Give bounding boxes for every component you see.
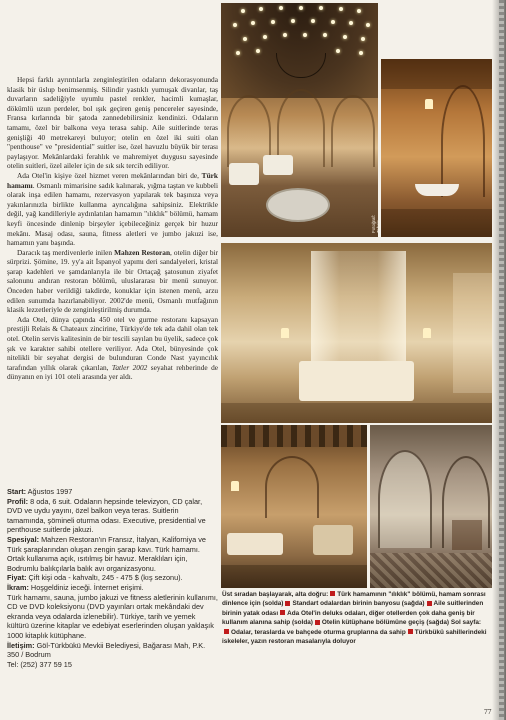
- photo-hamam-lounge: [221, 3, 381, 237]
- page-number: 77: [484, 707, 492, 716]
- binding-edge: [499, 0, 504, 720]
- fact-ikram: İkram: Hoşgeldiniz ieceği. İnternet erişimi.: [7, 582, 144, 592]
- photo-deluxe-room: [221, 425, 367, 588]
- article-column: [7, 75, 218, 382]
- bullet-square: [330, 591, 335, 596]
- hotel-facts: [7, 487, 218, 669]
- bullet-square: [280, 610, 285, 615]
- fact-phone: Tel: (252) 377 59 15: [7, 659, 72, 669]
- dome-ceiling: [221, 3, 378, 98]
- article-paragraph-3: Daracık taş merdivenlerle inilen Mahzen Restoran, otelin diğer bir sürprizi. Şömine, 19. yy'a ait İspanyol yapımı deri sandalyeleri, kristal şarap kadehleri ve şamdanlarıyla ile bir Ortaçağ şatosunun ziyafet salonunu andıran restoran bölümü, uluslararası bir menü sunuyor. Önceden haber verildiği takdirde, konuklar için istenen menü, arzu edilen sunumda hazırlanabiliyor. 2002'de menü, Osmanlı mutfağının klasik lezzetleriyle de zenginleştirilmiş durumda.: [7, 247, 218, 315]
- photo-bathroom: [381, 59, 492, 237]
- fact-amenities: Türk hamamı, sauna, jumbo jakuzi ve fitness aletlerinin kullanımı, CD ve DVD koleksiyonu (DVD yayınları ortak mekândaki dev ekranda veya odalarda izlenebilir). Türkiye, tarih ve yemek kültürü üzerine kitaplar ve edebiyat eserlerinden oluşan yaklaşık 1000 kitaplık kütüphane.: [7, 592, 218, 640]
- article-paragraph-2: Ada Otel'in kişiye özel hizmet veren mekânlarından biri de, Türk hamamı. Osmanlı mimarisine sadık kalınarak, yığma taştan ve kubbeli olarak inşa edilen hamamı, rezervasyon yapılarak tek başınıza veya yakınlarınızla birlikte kullanma ayrıcalığına sahipsiniz. Elektrikle değil, yağ kandilleriyle aydınlatılan hamamın "ılıklık" bölümü, hamam keyfi öncesinde dinlenip birşeyler içebileceğiniz gerçek bir huzur mekânı. Masaj odası, sauna, fitness aletleri ve jumbo jakuzi ise, hamamın yanı başında.: [7, 170, 218, 248]
- bullet-square: [224, 629, 229, 634]
- turk-hamami-highlight: Türk hamamı: [7, 170, 218, 190]
- fact-spesiyal: Spesiyal: Mahzen Restoran'ın Fransız, İtalyan, Kaliforniya ve Türk şaraplarından oluşan zengin şarap kavı. Türk hamamı. Ortak kullanıma açık, ısıtılmış bir havuz. Meraklıları için, Bodrumlu balıkçılarla balık avı organizasyonu.: [7, 534, 206, 573]
- mahzen-restoran-highlight: Mahzen Restoran: [114, 247, 171, 257]
- bullet-square: [408, 629, 413, 634]
- fact-iletisim: İletişim: Göl-Türkbükü Mevkii Belediyesi, Bağarası Mah, P.K. 350 / Bodrum: [7, 640, 206, 660]
- tatler-title: Tatler 2002: [111, 362, 148, 372]
- bullet-square: [285, 601, 290, 606]
- wash-basin: [415, 184, 459, 196]
- marble-basin: [266, 188, 330, 222]
- photo-credit: Fotoğraf: Tahsin: [371, 214, 381, 233]
- photo-suite-bedroom: [221, 243, 492, 423]
- bed: [299, 361, 414, 401]
- photo-caption: Üst sıradan başlayarak, alta doğru: Türk hamamının "ılıklık" bölümü, hamam sonrası dinlence için (solda) Standart odalardan birinin banyosu (sağda) Aile suitlerinden birinin yatak odası Ada Otel'in deluks odaları, diğer otellerden çok daha geniş bir kullanım alanına sahip (solda) Otelin kütüphane bölümüne geçiş (sağda) Sol sayfa:Odalar, teraslarda ve bahçede oturma gruplarına da sahip Türkbükü sahillerindeki iskeleler, yazın restoran masalarıyla doluyor: [222, 591, 487, 646]
- bullet-square: [427, 601, 432, 606]
- article-paragraph-4: Ada Otel, dünya çapında 450 otel ve gurme restoranı kapsayan prestijli Relais & Chateaux zincirine, Türkiye'de tek ada dahil olan tek otel. Otelin servis kalitesinin de bir tescili sayılan bu üyelik, sadece çok şık ve karakter sahibi otellere veriliyor. Ada Otel, bünyesinde çok nitelikli bir seyahat dergisi de bulunduran Conde Nast yayıncılık tarafından yıllık olarak çıkarılan, Tatler 2002 seyahat rehberinde de dünyanın en iyi 101 oteli arasında yer aldı.: [7, 314, 218, 382]
- fact-profil: Profil: 8 oda, 6 suit. Odaların hepsinde televizyon, CD çalar, DVD ve uydu yayını, özel balkon veya teras. Suitlerin tamamında, şömineli oturma odası. Executive, presidential ve penthouse suitlerde jakuzi.: [7, 496, 206, 535]
- bullet-square: [315, 620, 320, 625]
- fact-fiyat: Fiyat: Çift kişi oda - kahvaltı, 245 - 475 $ (kış sezonu).: [7, 573, 183, 583]
- photo-library-passage: [370, 425, 492, 588]
- fact-start: Start: Ağustos 1997: [7, 487, 73, 496]
- article-paragraph-1: Hepsi farklı ayrıntılarla zenginleştirilen odaların dekorasyonunda klasik bir üslup benimsenmiş. Silindir yastıklı yumuşak divanlar, taş duvarların sadeliğiyle uyumlu pastel renkler, hacimli kumaşlar, dökümlü uzun perdeler, bol ışık geçiren geniş pencereler sayesinde, Fransa kırlarında bir şatoda zannedebilirsiniz kendinizi. Odaların tamamı, özel bir balkona veya terasa sahip. Aile suitlerinde teras genişliği 40 metrekareyi buluyor; otelin en özel iki suiti olan "penthouse" ve "presidential" suitler ise, özel havuzlu büyük bir terası paylaşıyor. Mekânlardaki ferahlık ve mahremiyet duygusu sayesinde otelin suitleri, özel aileler için de sık sık tercih ediliyor.: [7, 75, 218, 171]
